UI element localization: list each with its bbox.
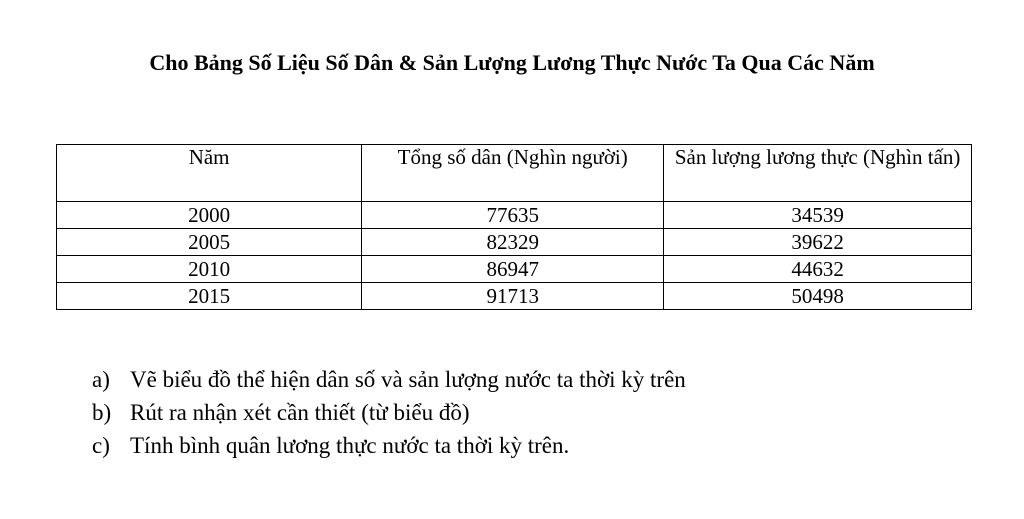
cell-year: 2005 bbox=[57, 229, 362, 256]
cell-year: 2010 bbox=[57, 256, 362, 283]
question-marker: b) bbox=[92, 400, 112, 425]
table-row bbox=[57, 256, 972, 283]
question-list bbox=[92, 363, 686, 462]
question-item bbox=[92, 363, 686, 396]
question-item bbox=[92, 429, 686, 462]
cell-population: 77635 bbox=[362, 202, 664, 229]
cell-year: 2015 bbox=[57, 283, 362, 310]
cell-food-output: 34539 bbox=[664, 202, 972, 229]
table-header-row bbox=[57, 145, 972, 202]
table-row bbox=[57, 283, 972, 310]
document-title: Cho Bảng Số Liệu Số Dân & Sản Lượng Lương Thực Nước Ta Qua Các Năm bbox=[149, 50, 875, 75]
table-row bbox=[57, 229, 972, 256]
question-text: Rút ra nhận xét cần thiết (từ biểu đồ) bbox=[130, 400, 470, 425]
cell-population: 91713 bbox=[362, 283, 664, 310]
header-year: Năm bbox=[57, 145, 362, 202]
header-food-output: Sản lượng lương thực (Nghìn tấn) bbox=[664, 145, 972, 202]
cell-year: 2000 bbox=[57, 202, 362, 229]
table-row bbox=[57, 202, 972, 229]
data-table bbox=[56, 144, 972, 310]
question-marker: a) bbox=[92, 367, 110, 392]
cell-food-output: 39622 bbox=[664, 229, 972, 256]
question-marker: c) bbox=[92, 433, 110, 458]
question-text: Vẽ biểu đồ thể hiện dân số và sản lượng nước ta thời kỳ trên bbox=[130, 367, 686, 392]
header-population: Tổng số dân (Nghìn người) bbox=[362, 145, 664, 202]
cell-food-output: 50498 bbox=[664, 283, 972, 310]
cell-population: 82329 bbox=[362, 229, 664, 256]
question-item bbox=[92, 396, 686, 429]
question-text: Tính bình quân lương thực nước ta thời kỳ trên. bbox=[130, 433, 570, 458]
cell-food-output: 44632 bbox=[664, 256, 972, 283]
cell-population: 86947 bbox=[362, 256, 664, 283]
